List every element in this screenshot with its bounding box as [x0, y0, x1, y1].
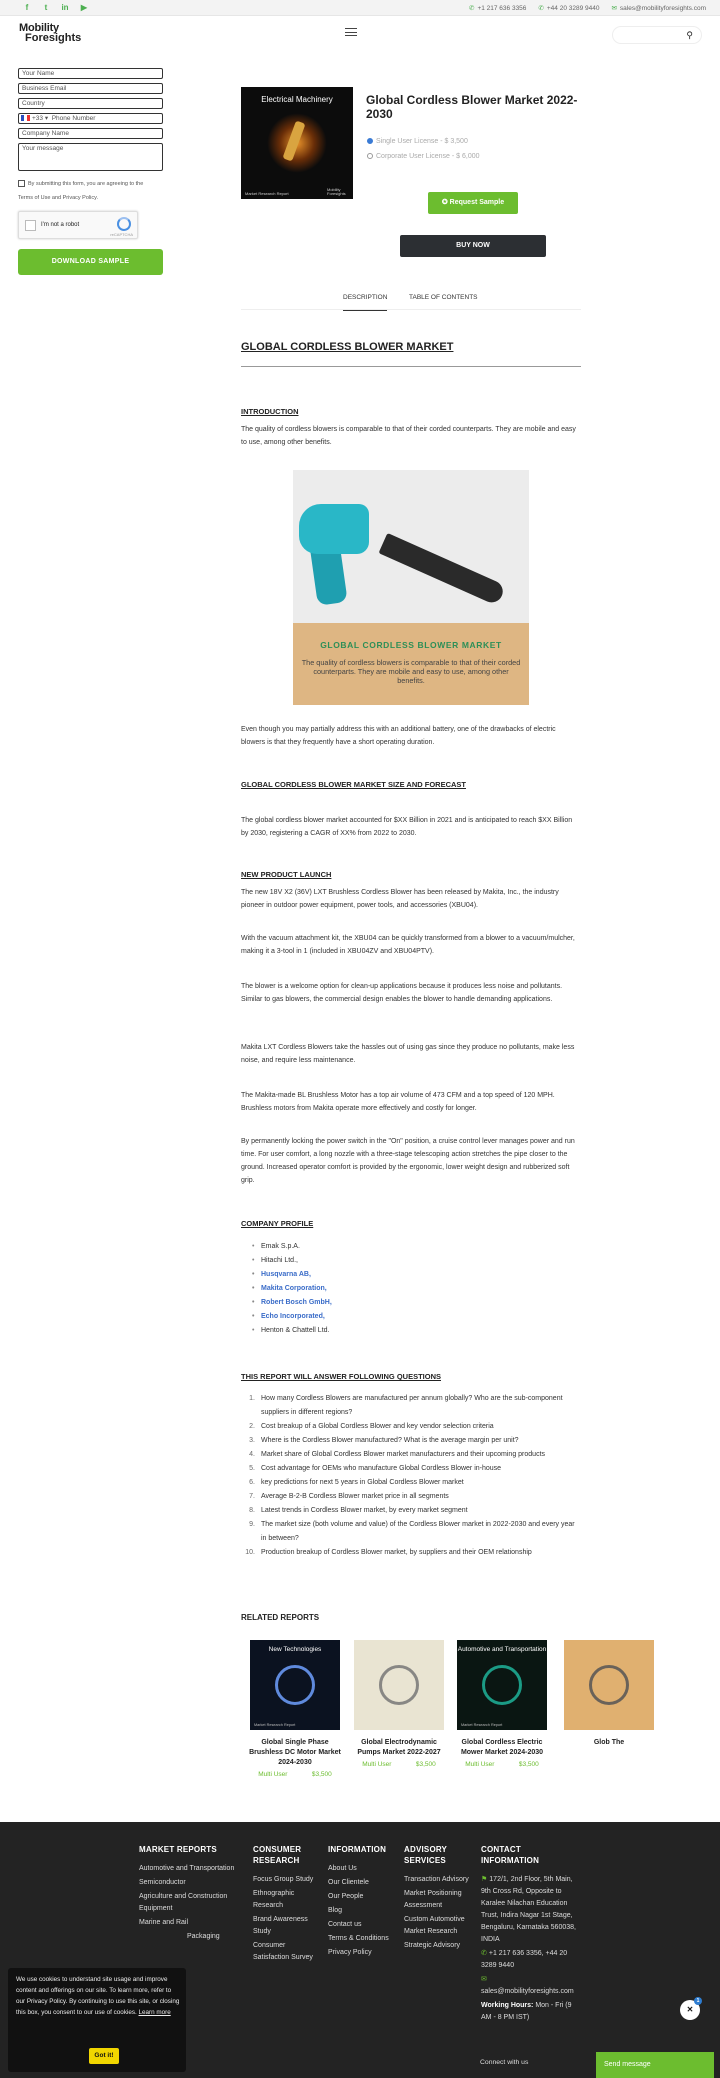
recaptcha-icon: [117, 217, 131, 231]
company-link[interactable]: • Husqvarna AB,: [241, 1268, 581, 1282]
launch-heading: NEW PRODUCT LAUNCH: [241, 870, 332, 879]
consent-checkbox[interactable]: [18, 180, 25, 187]
message-field[interactable]: Your message: [18, 143, 163, 171]
footer-link[interactable]: Terms & Conditions: [328, 1935, 389, 1942]
top-contacts: [469, 4, 706, 12]
company-heading: COMPANY PROFILE: [241, 1219, 314, 1228]
footer-link[interactable]: About Us: [328, 1865, 357, 1872]
related-report-card[interactable]: [350, 1640, 448, 1768]
search-input[interactable]: [612, 26, 702, 44]
related-report-thumbnail[interactable]: [250, 1640, 340, 1730]
learn-more-link[interactable]: Learn more: [138, 2009, 171, 2016]
company-link[interactable]: • Makita Corporation,: [241, 1282, 581, 1296]
radio-icon[interactable]: [367, 153, 373, 159]
product-title: Global Cordless Blower Market 2022-2030: [366, 93, 578, 121]
license-corporate[interactable]: Corporate User License - $ 6,000: [367, 153, 480, 160]
send-message-button[interactable]: Send message: [596, 2052, 714, 2078]
sample-request-form: [18, 68, 163, 275]
cookie-accept-button[interactable]: Got it!: [89, 2048, 119, 2064]
footer-link[interactable]: Our Clientele: [328, 1879, 369, 1886]
thumbnail-graphic: [482, 1665, 522, 1705]
questions-heading: THIS REPORT WILL ANSWER FOLLOWING QUESTIONS: [241, 1372, 441, 1381]
captcha-checkbox[interactable]: [25, 220, 36, 231]
divider: [241, 366, 581, 367]
footer-link[interactable]: Agriculture and Construction Equipment: [139, 1893, 228, 1912]
related-report-meta: [350, 1761, 448, 1768]
intro-heading: INTRODUCTION: [241, 407, 299, 416]
company-item: • Hitachi Ltd.,: [241, 1254, 581, 1268]
related-report-meta: [453, 1761, 551, 1768]
footer-col-information: INFORMATION About Us Our Clientele Our People Blog Contact us Terms & Conditions Privacy Policy: [328, 1844, 390, 1961]
footer-link[interactable]: Our People: [328, 1893, 364, 1900]
thumbnail-graphic: [379, 1665, 419, 1705]
company-list: [241, 1240, 581, 1338]
search-icon[interactable]: ⚲: [686, 30, 693, 40]
email-link[interactable]: ✉ sales@mobilityforesights.com: [611, 5, 706, 12]
related-report-meta: [246, 1771, 344, 1778]
footer-link[interactable]: Ethnographic Research: [253, 1890, 295, 1909]
thumbnail-title: New Technologies: [268, 1646, 322, 1653]
company-item: • Emak S.p.A.: [241, 1240, 581, 1254]
related-report-card[interactable]: [560, 1640, 658, 1751]
phone-icon: ✆: [468, 5, 475, 12]
license-type: Multi User: [258, 1771, 288, 1778]
product-tabs: [241, 286, 581, 310]
infographic-image: GLOBAL CORDLESS BLOWER MARKET The quality of cordless blowers is comparable to that of their corded counterparts. They are mobile and easy to use, among other benefits.: [293, 470, 529, 705]
question-item: 10. Production breakup of Cordless Blower market, by suppliers and their OEM relationship: [245, 1549, 532, 1556]
launch-paragraph-3: The blower is a welcome option for clean-up applications because it produces less noise and pollutants. Similar to gas blowers, the commercial design enables the blower to handle demanding applications.: [241, 983, 563, 1003]
license-type: Multi User: [362, 1761, 392, 1768]
phone-1[interactable]: ✆ +1 217 636 3356: [468, 5, 527, 12]
article-heading: GLOBAL CORDLESS BLOWER MARKET: [241, 341, 454, 353]
recaptcha: I'm not a robot reCAPTCHA: [18, 211, 138, 239]
phone-icon: ✆: [481, 1950, 487, 1957]
consent-text: By submitting this form, you are agreeing to the Terms of Use and Privacy Policy.: [18, 181, 144, 201]
price: $3,500: [311, 1771, 332, 1778]
question-item: 6. key predictions for next 5 years in Global Cordless Blower market: [249, 1479, 464, 1486]
facebook-icon[interactable]: f: [25, 3, 29, 12]
footer-col-consumer-research: CONSUMER RESEARCH Focus Group Study Ethnographic Research Brand Awareness Study Consumer Satisfaction Survey: [253, 1844, 323, 1966]
price: $3,500: [415, 1761, 436, 1768]
launch-paragraph-5: The Makita-made BL Brushless Motor has a top air volume of 473 CFM and a top speed of 120 MPH. Brushless motors from Makita operate more effectively and costly for longer.: [241, 1092, 555, 1112]
battery-paragraph: Even though you may partially address this with an additional battery, one of the drawbacks of electric blowers is that they frequently have a short operating duration.: [241, 726, 556, 746]
social-links: [22, 3, 89, 13]
company-link[interactable]: • Robert Bosch GmbH,: [241, 1296, 581, 1310]
related-report-card[interactable]: [246, 1640, 344, 1778]
phone-field[interactable]: +33 ▾ Phone Number: [18, 113, 163, 124]
cookie-banner: [8, 1968, 186, 2072]
mail-icon: ✉: [481, 1976, 487, 1983]
name-field[interactable]: Your Name: [18, 68, 163, 79]
site-logo[interactable]: Mobility Foresights: [19, 22, 82, 44]
thumbnail-graphic: [275, 1665, 315, 1705]
download-sample-button[interactable]: DOWNLOAD SAMPLE: [18, 249, 163, 275]
buy-now-button[interactable]: BUY NOW: [400, 235, 546, 257]
linkedin-icon[interactable]: in: [61, 3, 69, 12]
footer-link[interactable]: Privacy Policy: [328, 1949, 372, 1956]
related-report-title[interactable]: Global Single Phase Brushless DC Motor Market 2024-2030: [249, 1739, 341, 1766]
phone-icon: ✆: [538, 5, 544, 12]
question-item: 9. The market size (both volume and value) of the Cordless Blower market in 2022-2030 and every year in between?: [249, 1521, 575, 1542]
footer-hours: Working Hours: Mon - Fri (9 AM - 8 PM IST): [481, 2002, 572, 2021]
footer-col-advisory: ADVISORY SERVICES Transaction Advisory Market Positioning Assessment Custom Automotive Market Research Strategic Advisory: [404, 1844, 476, 1954]
footer-link[interactable]: Blog: [328, 1907, 343, 1914]
footer-link[interactable]: Focus Group Study: [253, 1876, 314, 1883]
related-report-card[interactable]: [453, 1640, 551, 1768]
footer-link[interactable]: Contact us: [328, 1921, 362, 1928]
size-paragraph: The global cordless blower market accounted for $XX Billion in 2021 and is anticipated to reach $XX Billion by 2030, registering a CAGR of XX% from 2022 to 2030.: [241, 817, 573, 837]
price: $3,500: [518, 1761, 539, 1768]
youtube-icon[interactable]: ▶: [80, 3, 88, 12]
size-heading: GLOBAL CORDLESS BLOWER MARKET SIZE AND FORECAST: [241, 780, 466, 789]
flag-icon[interactable]: [21, 115, 30, 121]
launch-paragraph-4: Makita LXT Cordless Blowers take the hassles out of using gas since they produce no pollutants, make less noise, and require less maintenance.: [241, 1044, 575, 1064]
footer-link[interactable]: Marine and Rail: [139, 1919, 189, 1926]
connect-with-us: Connect with us: [480, 2059, 529, 2066]
footer-link[interactable]: Transaction Advisory: [404, 1876, 469, 1883]
request-sample-button[interactable]: ✪ Request Sample: [428, 192, 518, 214]
thumbnail-footer: Market Research Report: [254, 1723, 296, 1727]
top-bar: [0, 0, 720, 16]
tab-description[interactable]: DESCRIPTION: [343, 294, 387, 311]
tab-table-of-contents[interactable]: TABLE OF CONTENTS: [409, 294, 478, 301]
footer-link[interactable]: Custom Automotive Market Research: [404, 1916, 465, 1935]
footer-link[interactable]: Semiconductor: [139, 1879, 186, 1886]
location-icon: ⚑: [481, 1876, 488, 1883]
thumbnail-graphic: [589, 1665, 629, 1705]
email-field[interactable]: Business Email: [18, 83, 163, 94]
related-report-thumbnail[interactable]: [457, 1640, 547, 1730]
report-cover: Electrical Machinery Market Research Report Mobility Foresights: [241, 87, 353, 199]
license-single[interactable]: Single User License - $ 3,500: [367, 138, 468, 145]
thumbnail-footer: Market Research Report: [461, 1723, 503, 1727]
related-report-title[interactable]: Glob The: [593, 1739, 625, 1746]
footer-phones[interactable]: ✆ +1 217 636 3356, +44 20 3289 9440: [481, 1950, 568, 1969]
twitter-icon[interactable]: t: [44, 3, 48, 12]
question-item: 5. Cost advantage for OEMs who manufacture Global Cordless Blower in-house: [249, 1465, 502, 1472]
related-report-thumbnail[interactable]: [564, 1640, 654, 1730]
launch-paragraph-2: With the vacuum attachment kit, the XBU04 can be quickly transformed from a blower to a vacuum/mulcher, making it a 3-tool in 1 (included in XBU04ZV and XBU04PTV).: [241, 935, 575, 955]
license-type: Multi User: [465, 1761, 495, 1768]
question-item: 1. How many Cordless Blowers are manufactured per annum globally? Who are the sub-component suppliers in different regions?: [249, 1395, 563, 1416]
footer-link[interactable]: Packaging: [187, 1933, 220, 1940]
footer-email[interactable]: ✉sales@mobilityforesights.com: [481, 1976, 574, 1995]
launch-paragraph-1: The new 18V X2 (36V) LXT Brushless Cordless Blower has been released by Makita, Inc., the industry pioneer in outdoor power equipment, power tools, and accessories (XBU04).: [241, 889, 559, 909]
footer-link[interactable]: Consumer Satisfaction Survey: [253, 1942, 313, 1961]
company-item: • Henton & Chattell Ltd.: [241, 1324, 581, 1338]
question-item: 4. Market share of Global Cordless Blower market manufacturers and their upcoming products: [249, 1451, 546, 1458]
thumbnail-title: Automotive and Transportation: [457, 1646, 547, 1653]
footer-link[interactable]: Strategic Advisory: [404, 1942, 461, 1949]
phone-2[interactable]: ✆ +44 20 3289 9440: [538, 5, 600, 12]
launch-paragraph-6: By permanently locking the power switch in the "On" position, a cruise control lever manages power and run time. For user comfort, a long nozzle with a three-stage telescoping action stretches the pipe closer to the ground. Increased operator comfort is provided by the ergonomic, lower weight design and rubberized soft grip.: [241, 1138, 575, 1184]
related-reports-heading: RELATED REPORTS: [241, 1613, 320, 1622]
question-item: 8. Latest trends in Cordless Blower market, by every market segment: [249, 1507, 468, 1514]
mail-icon: ✉: [611, 5, 617, 12]
footer-address: ⚑ 172/1, 2nd Floor, 5th Main, 9th Cross Rd, Opposite to Karalee Nilachan Education Trust, Indira Nagar 1st Stage, Bengaluru, Karnataka 560038, INDIA: [481, 1876, 576, 1943]
footer-link[interactable]: Market Positioning Assessment: [404, 1890, 462, 1909]
question-item: 3. Where is the Cordless Blower manufactured? What is the average margin per unit?: [249, 1437, 519, 1444]
footer-col-contact: CONTACT INFORMATION ⚑ 172/1, 2nd Floor, 5th Main, 9th Cross Rd, Opposite to Karalee Nilachan Education Trust, Indira Nagar 1st Stage, Bengaluru, Karnataka 560038, INDIA ✆ +1 217 636 3356, +44 20 3289 9440 ✉sales@mobilityforesights.com Working Hours: Mon - Fri (9 AM - 8 PM IST): [481, 1844, 581, 2026]
questions-list: [241, 1392, 581, 1560]
footer-col-market-reports: MARKET REPORTS Automotive and Transportation Semiconductor Agriculture and Construction Equipment Marine and Rail Packaging: [139, 1844, 239, 1945]
chat-close-icon[interactable]: ✕ 1: [680, 2000, 700, 2020]
radio-selected-icon[interactable]: [367, 138, 373, 144]
menu-icon[interactable]: [345, 28, 357, 36]
blower-body: [299, 504, 369, 554]
related-report-title[interactable]: Global Electrodynamic Pumps Market 2022-2027: [357, 1739, 441, 1756]
related-report-title[interactable]: Global Cordless Electric Mower Market 2024-2030: [460, 1739, 544, 1756]
company-field[interactable]: Company Name: [18, 128, 163, 139]
cookie-text: We use cookies to understand site usage and improve content and offerings on our site. To learn more, refer to our Privacy Policy. By continuing to use this site, or closing this box, you consent to our use of cookies. Learn more: [16, 1976, 180, 2016]
intro-paragraph: The quality of cordless blowers is comparable to that of their corded counterparts. They are mobile and easy to use, among other benefits.: [241, 426, 576, 446]
question-item: 2. Cost breakup of a Global Cordless Blower and key vendor selection criteria: [249, 1423, 494, 1430]
company-link[interactable]: • Echo Incorporated,: [241, 1310, 581, 1324]
footer-link[interactable]: Brand Awareness Study: [253, 1916, 308, 1935]
question-item: 7. Average B-2-B Cordless Blower market price in all segments: [249, 1493, 449, 1500]
related-report-thumbnail[interactable]: [354, 1640, 444, 1730]
country-field[interactable]: Country: [18, 98, 163, 109]
footer-link[interactable]: Automotive and Transportation: [139, 1865, 235, 1872]
